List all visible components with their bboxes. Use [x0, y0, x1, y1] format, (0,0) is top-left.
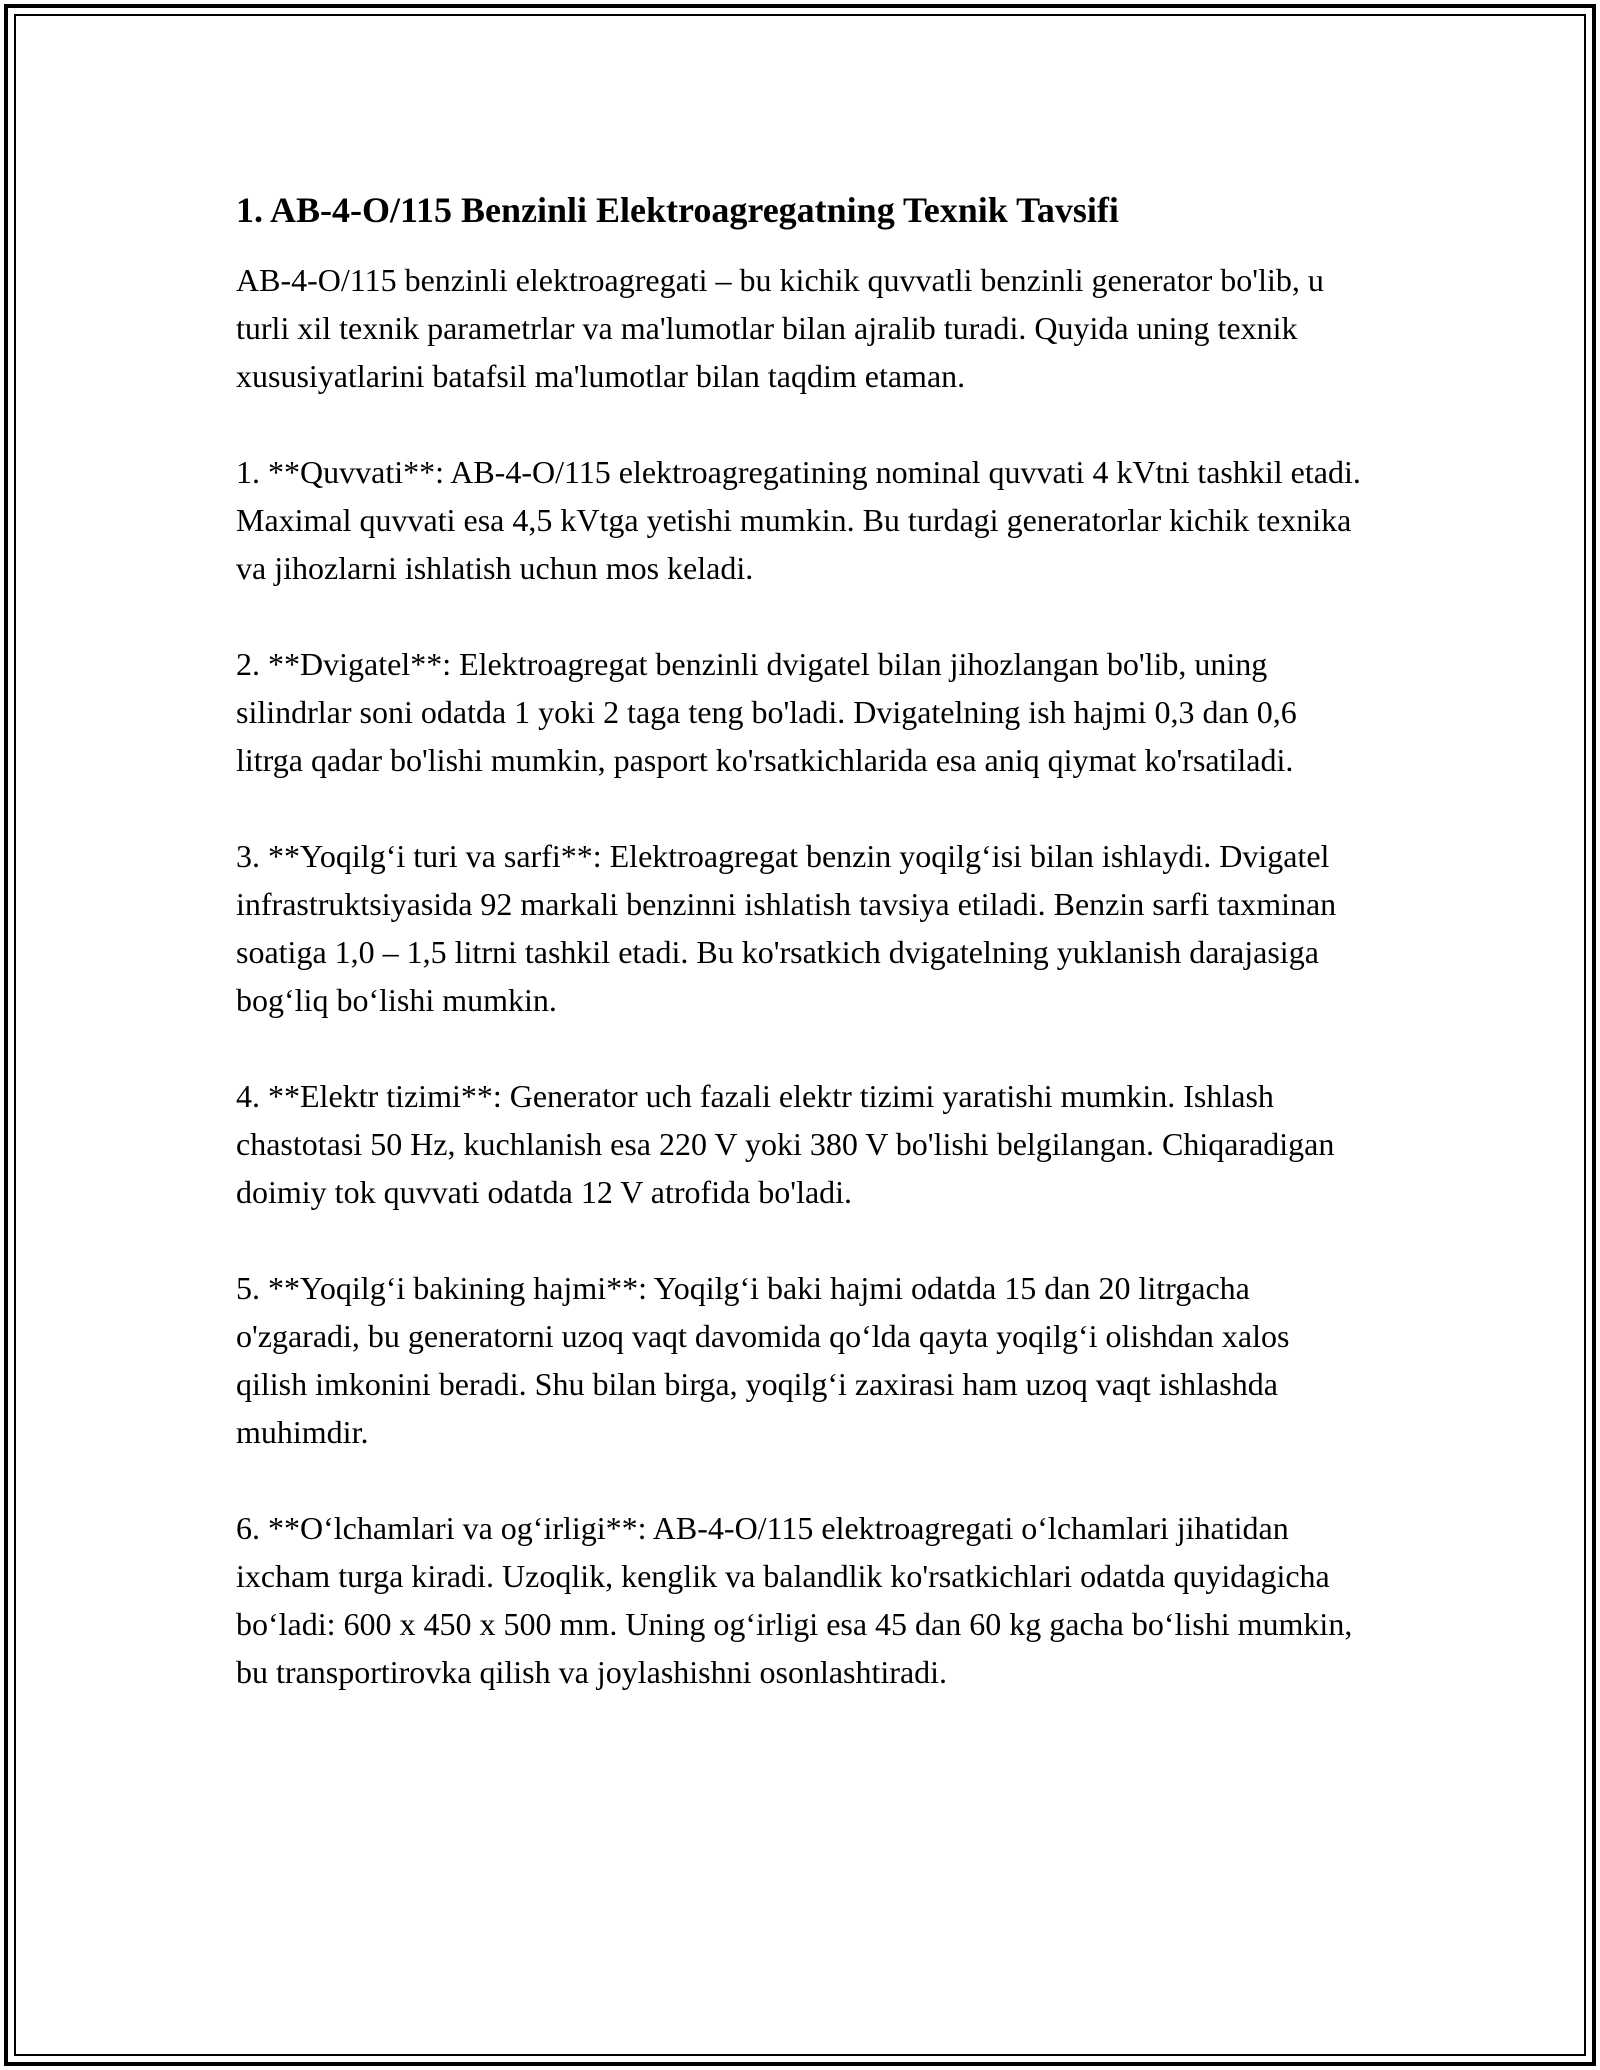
paragraph-quvvati: 1. **Quvvati**: AB-4-O/115 elektroagregatining nominal quvvati 4 kVtni tashkil etadi. Maximal quvvati esa 4,5 kVtga yetishi mumkin. Bu turdagi generatorlar kichik texnika va jihozlarni ishlatish uchun mos keladi. — [236, 454, 1361, 586]
paragraph-elektr-tizimi: 4. **Elektr tizimi**: Generator uch fazali elektr tizimi yaratishi mumkin. Ishlash chastotasi 50 Hz, kuchlanish esa 220 V yoki 380 V bo'lishi belgilangan. Chiqaradigan doimiy tok quvvati odatda 12 V atrofida bo'ladi. — [236, 1078, 1335, 1210]
document-title: 1. AB-4-O/115 Benzinli Elektroagregatning Texnik Tavsifi — [236, 190, 1119, 230]
paragraph-bak-hajmi: 5. **Yoqilg‘i bakining hajmi**: Yoqilg‘i baki hajmi odatda 15 dan 20 litrgacha o'zgaradi, bu generatorni uzoq vaqt davomida qo‘lda qayta yoqilg‘i olishdan xalos qilish imkonini beradi. Shu bilan birga, yoqilg‘i zaxirasi ham uzoq vaqt ishlashda muhimdir. — [236, 1270, 1290, 1450]
paragraph-dvigatel: 2. **Dvigatel**: Elektroagregat benzinli dvigatel bilan jihozlangan bo'lib, uning silindrlar soni odatda 1 yoki 2 taga teng bo'ladi. Dvigatelning ish hajmi 0,3 dan 0,6 litrga qadar bo'lishi mumkin, pasport ko'rsatkichlarida esa aniq qiymat ko'rsatiladi. — [236, 646, 1297, 778]
paragraph-yoqilgi-turi: 3. **Yoqilg‘i turi va sarfi**: Elektroagregat benzin yoqilg‘isi bilan ishlaydi. Dvigatel infrastruktsiyasida 92 markali benzinni ishlatish tavsiya etiladi. Benzin sarfi taxminan soatiga 1,0 – 1,5 litrni tashkil etadi. Bu ko'rsatkich dvigatelning yuklanish darajasiga bog‘liq bo‘lishi mumkin. — [236, 838, 1337, 1018]
paragraph-olchamlari: 6. **O‘lchamlari va og‘irligi**: AB-4-O/115 elektroagregati o‘lchamlari jihatidan ixcham turga kiradi. Uzoqlik, kenglik va balandlik ko'rsatkichlari odatda quyidagicha bo‘ladi: 600 x 450 x 500 mm. Uning og‘irligi esa 45 dan 60 kg gacha bo‘lishi mumkin, bu transportirovka qilish va joylashishni osonlashtiradi. — [236, 1510, 1353, 1690]
intro-paragraph: AB-4-O/115 benzinli elektroagregati – bu kichik quvvatli benzinli generator bo'lib, u turli xil texnik parametrlar va ma'lumotlar bilan ajralib turadi. Quyida uning texnik xususiyatlarini batafsil ma'lumotlar bilan taqdim etaman. — [236, 262, 1324, 394]
document-body — [236, 186, 1366, 1744]
